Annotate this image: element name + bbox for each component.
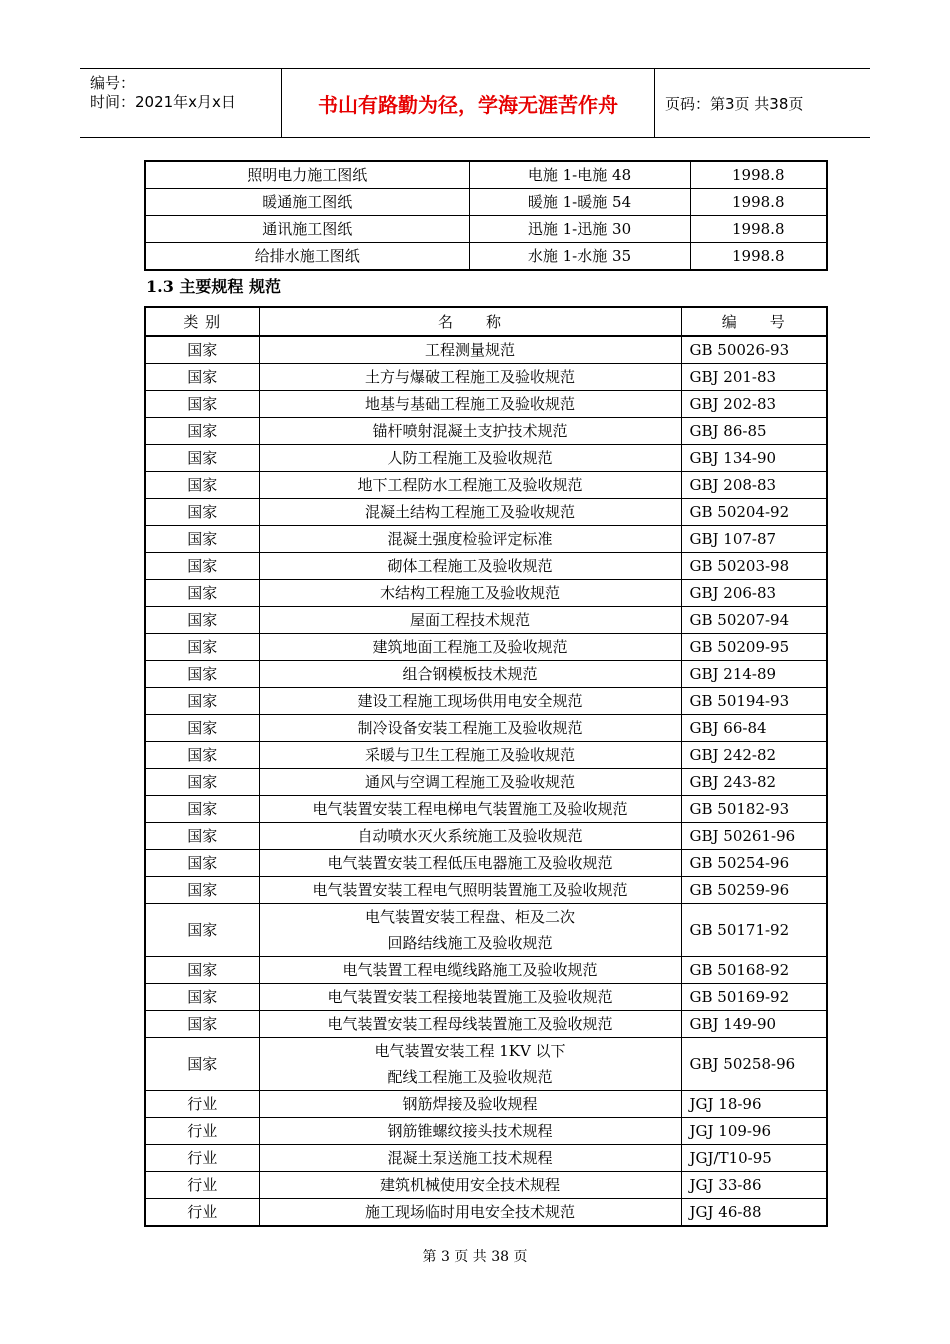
table-row (145, 499, 827, 526)
spec-code: GB 50207-94 (681, 607, 827, 634)
spec-code: GB 50026-93 (681, 336, 827, 364)
spec-category: 国家 (145, 904, 259, 957)
spec-name-line: 电气装置安装工程盘、柜及二次 (364, 908, 575, 926)
spec-name: 砌体工程施工及验收规范 (259, 553, 681, 580)
spec-category: 国家 (145, 418, 259, 445)
spec-name: 施工现场临时用电安全技术规范 (259, 1199, 681, 1227)
spec-name: 混凝土结构工程施工及验收规范 (259, 499, 681, 526)
table-row (145, 1011, 827, 1038)
spec-name: 钢筋焊接及验收规程 (259, 1091, 681, 1118)
spec-category: 国家 (145, 499, 259, 526)
table-row (145, 850, 827, 877)
spec-category: 国家 (145, 1038, 259, 1091)
spec-category: 国家 (145, 661, 259, 688)
spec-code: GBJ 149-90 (681, 1011, 827, 1038)
table-row (145, 796, 827, 823)
spec-name: 电气装置安装工程低压电器施工及验收规范 (259, 850, 681, 877)
drawings-table (144, 160, 828, 271)
table-row (145, 580, 827, 607)
spec-category: 行业 (145, 1199, 259, 1227)
drawing-name: 照明电力施工图纸 (145, 161, 469, 189)
spec-code: GBJ 86-85 (681, 418, 827, 445)
spec-name-line: 电气装置安装工程 1KV 以下 (374, 1042, 566, 1060)
section-title: 1.3 主要规程 规范 (146, 277, 281, 296)
table-row (145, 1172, 827, 1199)
spec-category: 国家 (145, 553, 259, 580)
table-row (145, 688, 827, 715)
table-row (145, 189, 827, 216)
header-motto: 书山有路勤为径，学海无涯苦作舟 (282, 69, 655, 137)
spec-category: 行业 (145, 1145, 259, 1172)
spec-name-line: 配线工程施工及验收规范 (387, 1068, 553, 1086)
table-row (145, 957, 827, 984)
spec-code: GBJ 214-89 (681, 661, 827, 688)
doc-date-label: 时间：2021年x月x日 (90, 93, 236, 111)
spec-code: GBJ 202-83 (681, 391, 827, 418)
spec-code: GBJ 243-82 (681, 769, 827, 796)
spec-category: 国家 (145, 634, 259, 661)
spec-category: 国家 (145, 526, 259, 553)
spec-category: 国家 (145, 984, 259, 1011)
spec-code: JGJ 18-96 (681, 1091, 827, 1118)
spec-code: GB 50209-95 (681, 634, 827, 661)
spec-code: GBJ 242-82 (681, 742, 827, 769)
spec-name: 木结构工程施工及验收规范 (259, 580, 681, 607)
table-row (145, 472, 827, 499)
drawing-name: 暖通施工图纸 (145, 189, 469, 216)
spec-code: JGJ 46-88 (681, 1199, 827, 1227)
table-row (145, 161, 827, 189)
drawing-code: 暖施 1-暖施 54 (469, 189, 690, 216)
spec-name: 制冷设备安装工程施工及验收规范 (259, 715, 681, 742)
table-row (145, 445, 827, 472)
spec-code: GBJ 208-83 (681, 472, 827, 499)
drawing-name: 通讯施工图纸 (145, 216, 469, 243)
spec-category: 国家 (145, 957, 259, 984)
header-code: 编 号 (681, 307, 827, 336)
page-footer: 第 3 页 共 38 页 (422, 1249, 528, 1265)
spec-code: GB 50194-93 (681, 688, 827, 715)
spec-name: 人防工程施工及验收规范 (259, 445, 681, 472)
spec-category: 国家 (145, 364, 259, 391)
header-category: 类 别 (145, 307, 259, 336)
spec-category: 国家 (145, 796, 259, 823)
spec-name: 锚杆喷射混凝土支护技术规范 (259, 418, 681, 445)
header-name: 名 称 (259, 307, 681, 336)
spec-name: 组合钢模板技术规范 (259, 661, 681, 688)
spec-code: GB 50259-96 (681, 877, 827, 904)
table-row (145, 769, 827, 796)
spec-name: 建筑地面工程施工及验收规范 (259, 634, 681, 661)
drawing-date: 1998.8 (690, 189, 827, 216)
spec-category: 国家 (145, 336, 259, 364)
table-row (145, 1145, 827, 1172)
spec-code: GB 50204-92 (681, 499, 827, 526)
drawing-date: 1998.8 (690, 216, 827, 243)
table-row (145, 1118, 827, 1145)
spec-code: GB 50169-92 (681, 984, 827, 1011)
header-page-info: 页码：第3页 共38页 (665, 94, 804, 113)
spec-category: 国家 (145, 850, 259, 877)
spec-name: 电气装置安装工程电气照明装置施工及验收规范 (259, 877, 681, 904)
drawing-date: 1998.8 (690, 243, 827, 271)
spec-name: 电气装置安装工程电梯电气装置施工及验收规范 (259, 796, 681, 823)
spec-name: 建筑机械使用安全技术规程 (259, 1172, 681, 1199)
spec-category: 国家 (145, 580, 259, 607)
spec-name: 屋面工程技术规范 (259, 607, 681, 634)
table-row (145, 391, 827, 418)
table-row (145, 1091, 827, 1118)
spec-category: 国家 (145, 742, 259, 769)
specs-header-row (145, 307, 827, 336)
spec-code: JGJ 33-86 (681, 1172, 827, 1199)
spec-name: 电气装置安装工程母线装置施工及验收规范 (259, 1011, 681, 1038)
spec-code: GBJ 201-83 (681, 364, 827, 391)
table-row (145, 661, 827, 688)
spec-category: 国家 (145, 823, 259, 850)
spec-category: 行业 (145, 1091, 259, 1118)
page-header (80, 68, 870, 138)
spec-code: GBJ 107-87 (681, 526, 827, 553)
spec-code: GBJ 66-84 (681, 715, 827, 742)
spec-category: 国家 (145, 391, 259, 418)
drawing-code: 水施 1-水施 35 (469, 243, 690, 271)
spec-code: GBJ 134-90 (681, 445, 827, 472)
spec-name: 地基与基础工程施工及验收规范 (259, 391, 681, 418)
spec-name: 采暖与卫生工程施工及验收规范 (259, 742, 681, 769)
spec-name: 混凝土强度检验评定标准 (259, 526, 681, 553)
spec-name: 自动喷水灭火系统施工及验收规范 (259, 823, 681, 850)
spec-category: 国家 (145, 715, 259, 742)
spec-name: 电气装置工程电缆线路施工及验收规范 (259, 957, 681, 984)
spec-code: GB 50182-93 (681, 796, 827, 823)
spec-code: JGJ/T10-95 (681, 1145, 827, 1172)
table-row (145, 243, 827, 271)
table-row (145, 364, 827, 391)
spec-name: 通风与空调工程施工及验收规范 (259, 769, 681, 796)
spec-name-line: 回路结线施工及验收规范 (387, 934, 553, 952)
table-row (145, 418, 827, 445)
spec-category: 国家 (145, 769, 259, 796)
table-row (145, 526, 827, 553)
spec-name (259, 904, 681, 957)
drawing-code: 迅施 1-迅施 30 (469, 216, 690, 243)
spec-name: 工程测量规范 (259, 336, 681, 364)
spec-code: GBJ 50261-96 (681, 823, 827, 850)
drawing-name: 给排水施工图纸 (145, 243, 469, 271)
table-row (145, 877, 827, 904)
table-row (145, 553, 827, 580)
spec-name: 混凝土泵送施工技术规程 (259, 1145, 681, 1172)
spec-code: GBJ 50258-96 (681, 1038, 827, 1091)
spec-code: GB 50254-96 (681, 850, 827, 877)
table-row (145, 634, 827, 661)
table-row (145, 216, 827, 243)
spec-name: 土方与爆破工程施工及验收规范 (259, 364, 681, 391)
drawing-code: 电施 1-电施 48 (469, 161, 690, 189)
table-row (145, 336, 827, 364)
spec-category: 国家 (145, 472, 259, 499)
spec-category: 行业 (145, 1118, 259, 1145)
spec-name: 建设工程施工现场供用电安全规范 (259, 688, 681, 715)
table-row (145, 823, 827, 850)
spec-category: 国家 (145, 445, 259, 472)
table-row (145, 607, 827, 634)
spec-category: 国家 (145, 1011, 259, 1038)
spec-name: 地下工程防水工程施工及验收规范 (259, 472, 681, 499)
table-row (145, 984, 827, 1011)
specs-table (144, 306, 828, 1227)
spec-name (259, 1038, 681, 1091)
spec-category: 国家 (145, 607, 259, 634)
doc-number-label: 编号： (90, 74, 136, 92)
table-row (145, 715, 827, 742)
spec-code: GB 50203-98 (681, 553, 827, 580)
spec-category: 国家 (145, 688, 259, 715)
table-row (145, 742, 827, 769)
spec-name: 钢筋锥螺纹接头技术规程 (259, 1118, 681, 1145)
spec-code: GB 50168-92 (681, 957, 827, 984)
spec-name: 电气装置安装工程接地装置施工及验收规范 (259, 984, 681, 1011)
table-row (145, 904, 827, 957)
drawing-date: 1998.8 (690, 161, 827, 189)
header-meta (80, 69, 282, 137)
spec-category: 行业 (145, 1172, 259, 1199)
spec-code: JGJ 109-96 (681, 1118, 827, 1145)
spec-category: 国家 (145, 877, 259, 904)
spec-code: GB 50171-92 (681, 904, 827, 957)
table-row (145, 1199, 827, 1227)
spec-code: GBJ 206-83 (681, 580, 827, 607)
table-row (145, 1038, 827, 1091)
